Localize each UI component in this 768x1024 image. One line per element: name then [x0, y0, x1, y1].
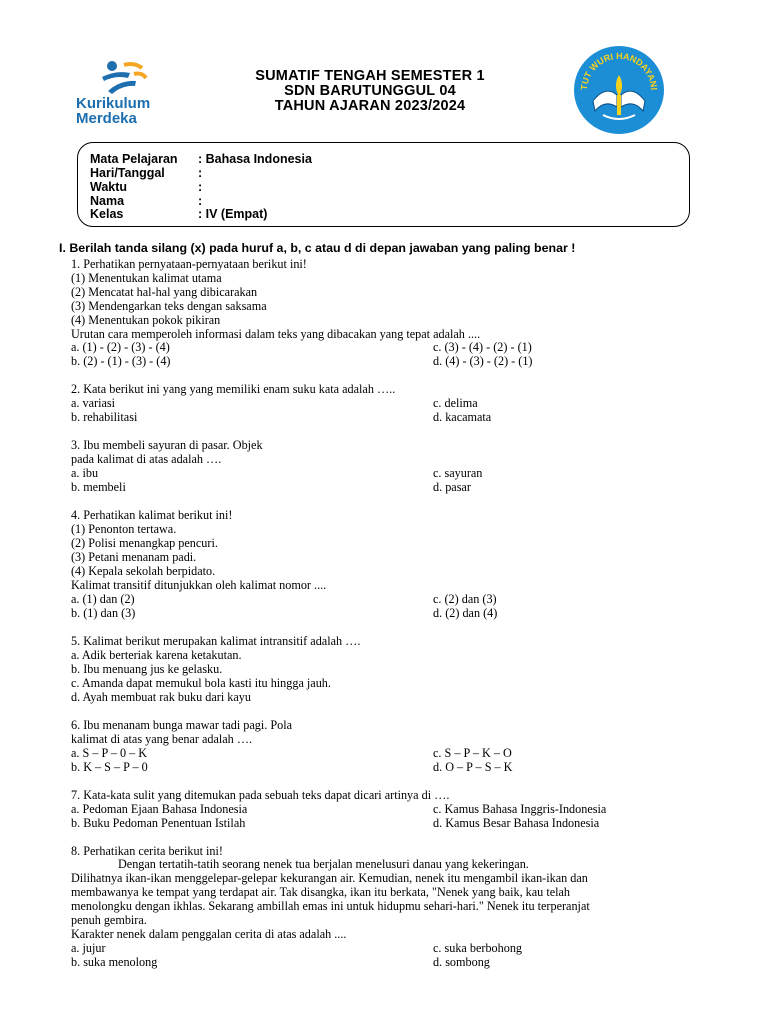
logo-text-merdeka: Merdeka	[76, 110, 137, 127]
question-text: 6. Ibu menanam bunga mawar tadi pagi. Pola	[71, 718, 293, 732]
info-label: Waktu	[90, 180, 128, 194]
option-a: a. ibu	[71, 466, 99, 480]
option-b: b. Ibu menuang jus ke gelasku.	[71, 662, 223, 676]
question-text: (3) Petani menanam padi.	[71, 550, 197, 564]
question-text: (4) Kepala sekolah berpidato.	[71, 564, 216, 578]
question-text: (1) Menentukan kalimat utama	[71, 271, 222, 285]
option-c: c. (2) dan (3)	[433, 592, 497, 606]
option-b: b. rehabilitasi	[71, 410, 138, 424]
question-text: 1. Perhatikan pernyataan-pernyataan berikut ini!	[71, 257, 307, 271]
option-a: a. Pedoman Ejaan Bahasa Indonesia	[71, 802, 248, 816]
kurikulum-merdeka-logo	[76, 60, 176, 130]
info-row-kelas	[90, 207, 267, 221]
question-text: (4) Menentukan pokok pikiran	[71, 313, 221, 327]
info-row-mata-pelajaran	[90, 152, 312, 166]
option-c: c. (3) - (4) - (2) - (1)	[433, 340, 532, 354]
info-row-nama	[90, 194, 202, 208]
question-text: Karakter nenek dalam penggalan cerita di atas adalah ....	[71, 927, 347, 941]
story-text: menolongku dengan ikhlas. Sekarang ambillah emas ini untuk hidupmu sehari-hari." Nenek itu terperanjat	[71, 899, 590, 913]
question-text: 8. Perhatikan cerita berikut ini!	[71, 844, 223, 858]
document-title	[200, 69, 540, 114]
story-text: Dilihatnya ikan-ikan menggelepar-gelepar kekurangan air. Kemudian, nenek itu mengambil ikan-ikan dan	[71, 871, 588, 885]
option-a: a. Adik berteriak karena ketakutan.	[71, 648, 242, 662]
question-text: (1) Penonton tertawa.	[71, 522, 177, 536]
question-text: Urutan cara memperoleh informasi dalam teks yang dibacakan yang tepat adalah ....	[71, 327, 481, 341]
option-a: a. variasi	[71, 396, 115, 410]
logo-text-kurikulum: Kurikulum	[76, 95, 151, 112]
question-text: kalimat di atas yang benar adalah ….	[71, 732, 253, 746]
info-value: :	[198, 180, 203, 194]
question-text: pada kalimat di atas adalah ….	[71, 452, 222, 466]
option-c: c. sayuran	[433, 466, 483, 480]
question-text: 3. Ibu membeli sayuran di pasar. Objek	[71, 438, 263, 452]
option-c: c. delima	[433, 396, 478, 410]
option-d: d. Ayah membuat rak buku dari kayu	[71, 690, 251, 704]
question-text: 2. Kata berikut ini yang yang memiliki enam suku kata adalah …..	[71, 382, 396, 396]
option-c: c. Amanda dapat memukul bola kasti itu hingga jauh.	[71, 676, 331, 690]
info-row-waktu	[90, 180, 202, 194]
option-b: b. (2) - (1) - (3) - (4)	[71, 354, 171, 368]
title-line-3: TAHUN AJARAN 2023/2024	[274, 98, 466, 114]
question-text: 5. Kalimat berikut merupakan kalimat intransitif adalah ….	[71, 634, 361, 648]
info-label: Nama	[90, 194, 125, 208]
info-value: : Bahasa Indonesia	[198, 152, 312, 166]
option-d: d. O – P – S – K	[433, 760, 513, 774]
option-c: c. S – P – K – O	[433, 746, 512, 760]
option-c: c. Kamus Bahasa Inggris-Indonesia	[433, 802, 607, 816]
option-a: a. (1) - (2) - (3) - (4)	[71, 340, 170, 354]
info-label: Mata Pelajaran	[90, 152, 178, 166]
option-d: d. (4) - (3) - (2) - (1)	[433, 354, 533, 368]
tut-wuri-handayani-logo	[573, 45, 665, 135]
title-line-2: SDN BARUTUNGGUL 04	[284, 83, 456, 99]
info-label: Hari/Tanggal	[90, 166, 165, 180]
info-row-hari-tanggal	[90, 166, 202, 180]
option-b: b. membeli	[71, 480, 126, 494]
option-a: a. jujur	[71, 941, 106, 955]
option-d: d. kacamata	[433, 410, 492, 424]
option-d: d. sombong	[433, 955, 490, 969]
option-b: b. suka menolong	[71, 955, 158, 969]
option-d: d. Kamus Besar Bahasa Indonesia	[433, 816, 600, 830]
option-d: d. pasar	[433, 480, 471, 494]
story-text: membawanya ke tempat yang terdapat air. Tak disangka, ikan itu berkata, "Nenek yang baik, kau telah	[71, 885, 571, 899]
question-text: (3) Mendengarkan teks dengan saksama	[71, 299, 267, 313]
question-text: 4. Perhatikan kalimat berikut ini!	[71, 508, 233, 522]
info-value: : IV (Empat)	[198, 207, 268, 221]
info-value: :	[198, 194, 203, 208]
option-a: a. (1) dan (2)	[71, 592, 135, 606]
story-text: penuh gembira.	[71, 913, 147, 927]
question-text: Kalimat transitif ditunjukkan oleh kalimat nomor ....	[71, 578, 327, 592]
option-c: c. suka berbohong	[433, 941, 523, 955]
info-label: Kelas	[90, 207, 124, 221]
title-line-1: SUMATIF TENGAH SEMESTER 1	[255, 68, 485, 84]
section-instruction: I. Berilah tanda silang (x) pada huruf a, b, c atau d di depan jawaban yang paling benar !	[59, 241, 576, 255]
info-value: :	[198, 166, 203, 180]
story-text: Dengan tertatih-tatih seorang nenek tua berjalan menelusuri danau yang kekeringan.	[118, 857, 529, 871]
option-b: b. K – S – P – 0	[71, 760, 148, 774]
logo-arc-text: TUT WURI HANDAYANI	[578, 50, 660, 91]
option-d: d. (2) dan (4)	[433, 606, 498, 620]
option-b: b. (1) dan (3)	[71, 606, 136, 620]
tut-wuri-handayani-emblem-icon	[573, 45, 665, 135]
question-text: 7. Kata-kata sulit yang ditemukan pada sebuah teks dapat dicari artinya di ….	[71, 788, 450, 802]
question-text: (2) Polisi menangkap pencuri.	[71, 536, 218, 550]
option-a: a. S – P – 0 – K	[71, 746, 148, 760]
question-text: (2) Mencatat hal-hal yang dibicarakan	[71, 285, 258, 299]
option-b: b. Buku Pedoman Penentuan Istilah	[71, 816, 246, 830]
kurikulum-merdeka-emblem-icon	[98, 60, 154, 94]
student-info-box	[77, 142, 690, 227]
